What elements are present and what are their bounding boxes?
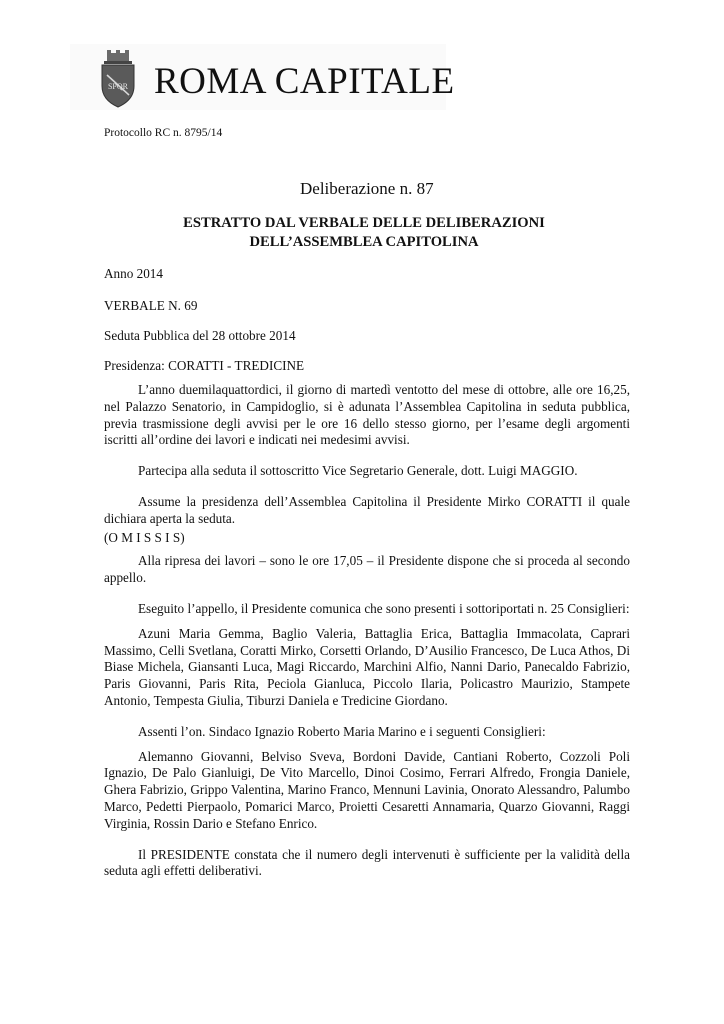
verbale-line: VERBALE N. 69 (104, 298, 198, 313)
paragraph-opening: L’anno duemilaquattordici, il giorno di martedì ventotto del mese di ottobre, alle ore 16,25, nel Palazzo Senatorio, in Campidoglio, si è adunata l’Assemblea Capitolina in seduta pubblica, previa trasmissione degli avvisi per le ore 16 dello stesso giorno, per l’esame degli argomenti iscritti all’ordine dei lavori e indicati nei medesimi avvisi. (104, 382, 630, 448)
paragraph-presidency: Assume la presidenza dell’Assemblea Capitolina il Presidente Mirko CORATTI il quale dichiara aperta la seduta. (104, 493, 630, 526)
svg-text:SPQR: SPQR (107, 82, 129, 91)
document-heading (104, 214, 624, 252)
letterhead (70, 44, 455, 110)
session-line: Seduta Pubblica del 28 ottobre 2014 (104, 328, 296, 343)
paragraph-absent-intro: Assenti l’on. Sindaco Ignazio Roberto Maria Marino e i seguenti Consiglieri: (138, 723, 546, 739)
protocol-number: Protocollo RC n. 8795/14 (104, 127, 223, 139)
deliberation-title: Deliberazione n. 87 (300, 179, 434, 198)
paragraph-absent-list: Alemanno Giovanni, Belviso Sveva, Bordoni Davide, Cantiani Roberto, Cozzoli Poli Ignazio, De Palo Gianluigi, De Vito Marcello, Dinoi Cosimo, Ferrari Alfredo, Frongia Daniele, Ghera Fabrizio, Grippo Valentina, Marino Franco, Mennuni Lavinia, Onorato Alessandro, Palumbo Marco, Pedetti Pierpaolo, Pomarici Marco, Proietti Cesaretti Annamaria, Quarzo Giovanni, Raggi Virginia, Rossin Dario e Stefano Enrico. (104, 748, 630, 831)
paragraph-quorum: Il PRESIDENTE constata che il numero degli intervenuti è sufficiente per la validità della seduta agli effetti deliberativi. (104, 846, 630, 879)
heading-line-2: DELL’ASSEMBLEA CAPITOLINA (249, 234, 479, 250)
paragraph-secretary: Partecipa alla seduta il sottoscritto Vice Segretario Generale, dott. Luigi MAGGIO. (138, 463, 578, 479)
paragraph-omissis: (O M I S S I S) (104, 529, 185, 545)
paragraph-present-list: Azuni Maria Gemma, Baglio Valeria, Battaglia Erica, Battaglia Immacolata, Caprari Massimo, Celli Svetlana, Coratti Mirko, Corsetti Orlando, D’Ausilio Francesco, De Luca Athos, Di Biase Michela, Giansanti Luca, Magi Riccardo, Marchini Alfio, Nanni Dario, Panecaldo Fabrizio, Paris Giovanni, Paris Rita, Peciola Gianluca, Piccolo Ilaria, Policastro Maurizio, Stampete Antonio, Tempesta Giulia, Tiburzi Daniela e Tredicine Giordano. (104, 625, 630, 708)
paragraph-present-count: Eseguito l’appello, il Presidente comunica che sono presenti i sottoriportati n. 25 Consiglieri: (138, 600, 630, 616)
minutes-body (104, 382, 630, 894)
org-name: ROMA CAPITALE (154, 61, 455, 102)
year-line: Anno 2014 (104, 266, 163, 281)
heading-line-1: ESTRATTO DAL VERBALE DELLE DELIBERAZIONI (183, 215, 545, 231)
paragraph-second-call: Alla ripresa dei lavori – sono le ore 17,05 – il Presidente dispone che si proceda al secondo appello. (104, 553, 630, 586)
presidency-line: Presidenza: CORATTI - TREDICINE (104, 358, 305, 373)
roma-coat-of-arms-icon (98, 50, 138, 108)
